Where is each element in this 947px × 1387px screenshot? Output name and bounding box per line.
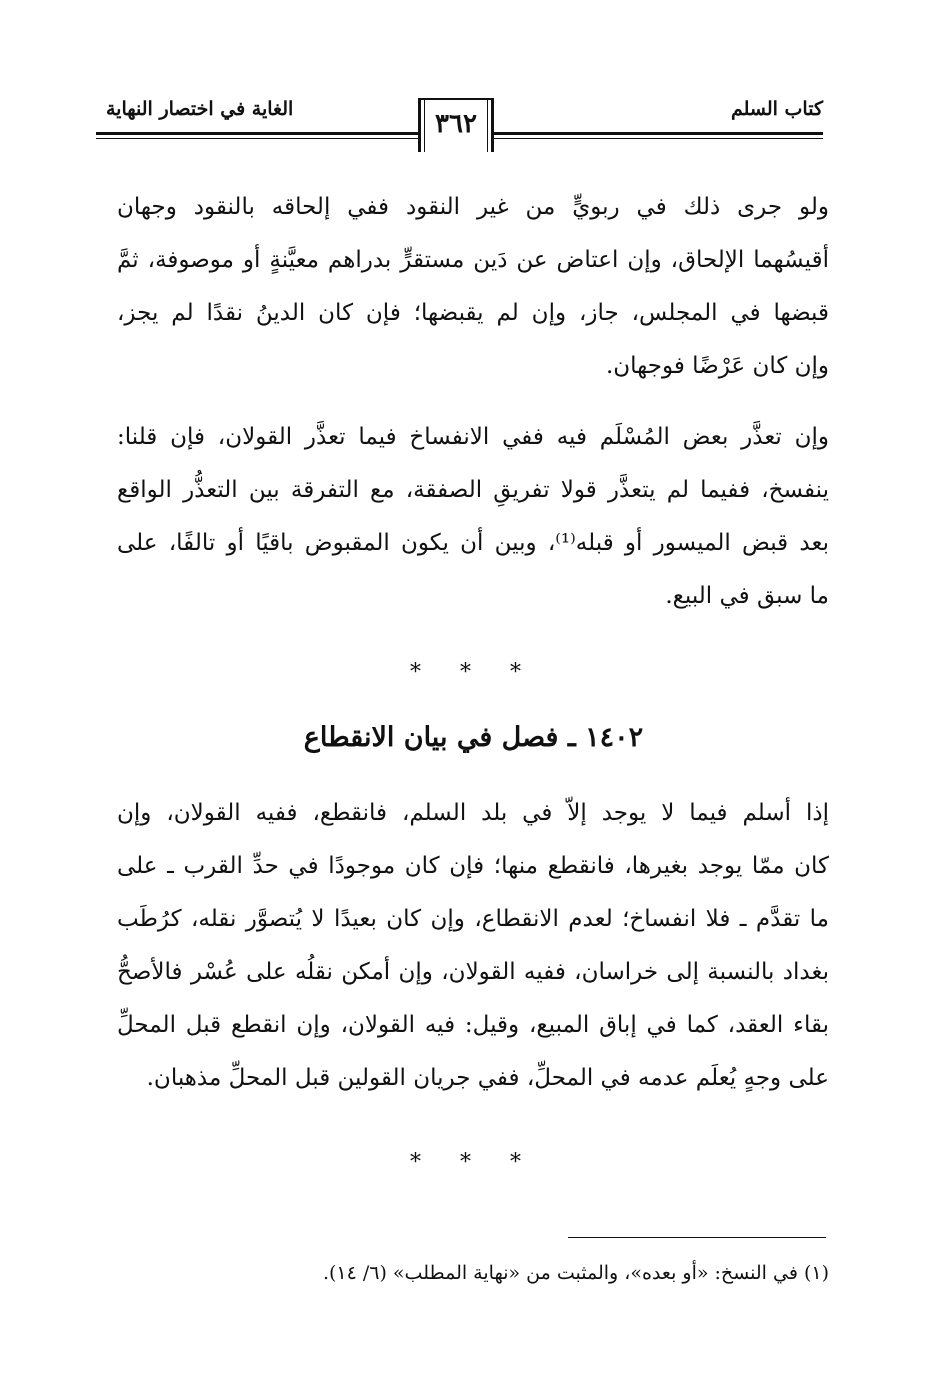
text-line: ولو جرى ذلك في ربويٍّ من غير النقود ففي إلحاقه بالنقود وجهان <box>117 194 829 220</box>
text-line: على وجهٍ يُعلَم عدمه في المحلِّ، ففي جريان القولين قبل المحلِّ مذهبان. <box>146 1065 829 1091</box>
text-line: ما تقدَّم ـ فلا انفساخ؛ لعدم الانقطاع، وإن كان بعيدًا لا يُتصوَّر نقله، كرُطَب <box>117 906 829 932</box>
text-line: بقاء العقد، كما في إباق المبيع، وقيل: فيه القولان، وإن انقطع قبل المحلِّ <box>117 1012 829 1038</box>
text-line: إذا أسلم فيما لا يوجد إلاّ في بلد السلم، فانقطع، ففيه القولان، وإن <box>117 800 829 826</box>
section-separator: * * * <box>410 660 537 685</box>
section-heading: ١٤٠٢ ـ فصل في بيان الانقطاع <box>303 722 644 753</box>
running-header <box>96 96 823 156</box>
chapter-title: كتاب السلم <box>730 98 823 120</box>
text-line: ما سبق في البيع. <box>665 583 829 609</box>
page-number: ٣٦٢ <box>435 109 477 139</box>
section-separator-end: * * * <box>410 1150 537 1175</box>
text-line: بغداد بالنسبة إلى خراسان، ففيه القولان، وإن أمكن نقلُه على عُسْر فالأصحُّ <box>117 959 829 985</box>
text-line: قبضها في المجلس، جاز، وإن لم يقبضها؛ فإن كان الدينُ نقدًا لم يجز، <box>117 300 829 326</box>
footnote: (١) في النسخ: «أو بعده»، والمثبت من «نهاية المطلب» (٦/ ١٤). <box>322 1262 829 1284</box>
paragraph-1 <box>117 181 829 393</box>
text-line: أقيسُهما الإلحاق، وإن اعتاض عن دَين مستقرٍّ بدراهم معيَّنةٍ أو موصوفة، ثمَّ <box>117 247 829 273</box>
paragraph-2 <box>117 411 829 623</box>
text-line: وإن كان عَرْضًا فوجهان. <box>605 353 829 379</box>
text-line: وإن تعذَّر بعض المُسْلَم فيه ففي الانفساخ فيما تعذَّر القولان، فإن قلنا: <box>117 424 829 450</box>
paragraph-3 <box>117 787 829 1105</box>
text-line: بعد قبض الميسور أو قبله⁽¹⁾، وبين أن يكون المقبوض باقيًا أو تالفًا، على <box>117 530 829 556</box>
page-number-frame <box>418 96 494 152</box>
book-title: الغاية في اختصار النهاية <box>106 98 294 120</box>
text-line: ينفسخ، ففيما لم يتعذَّر قولا تفريقِ الصفقة، مع التفرقة بين التعذُّر الواقع <box>117 477 829 503</box>
footnote-rule <box>568 1237 826 1238</box>
text-line: كان ممّا يوجد بغيرها، فانقطع منها؛ فإن كان موجودًا في حدِّ القرب ـ على <box>117 853 829 879</box>
